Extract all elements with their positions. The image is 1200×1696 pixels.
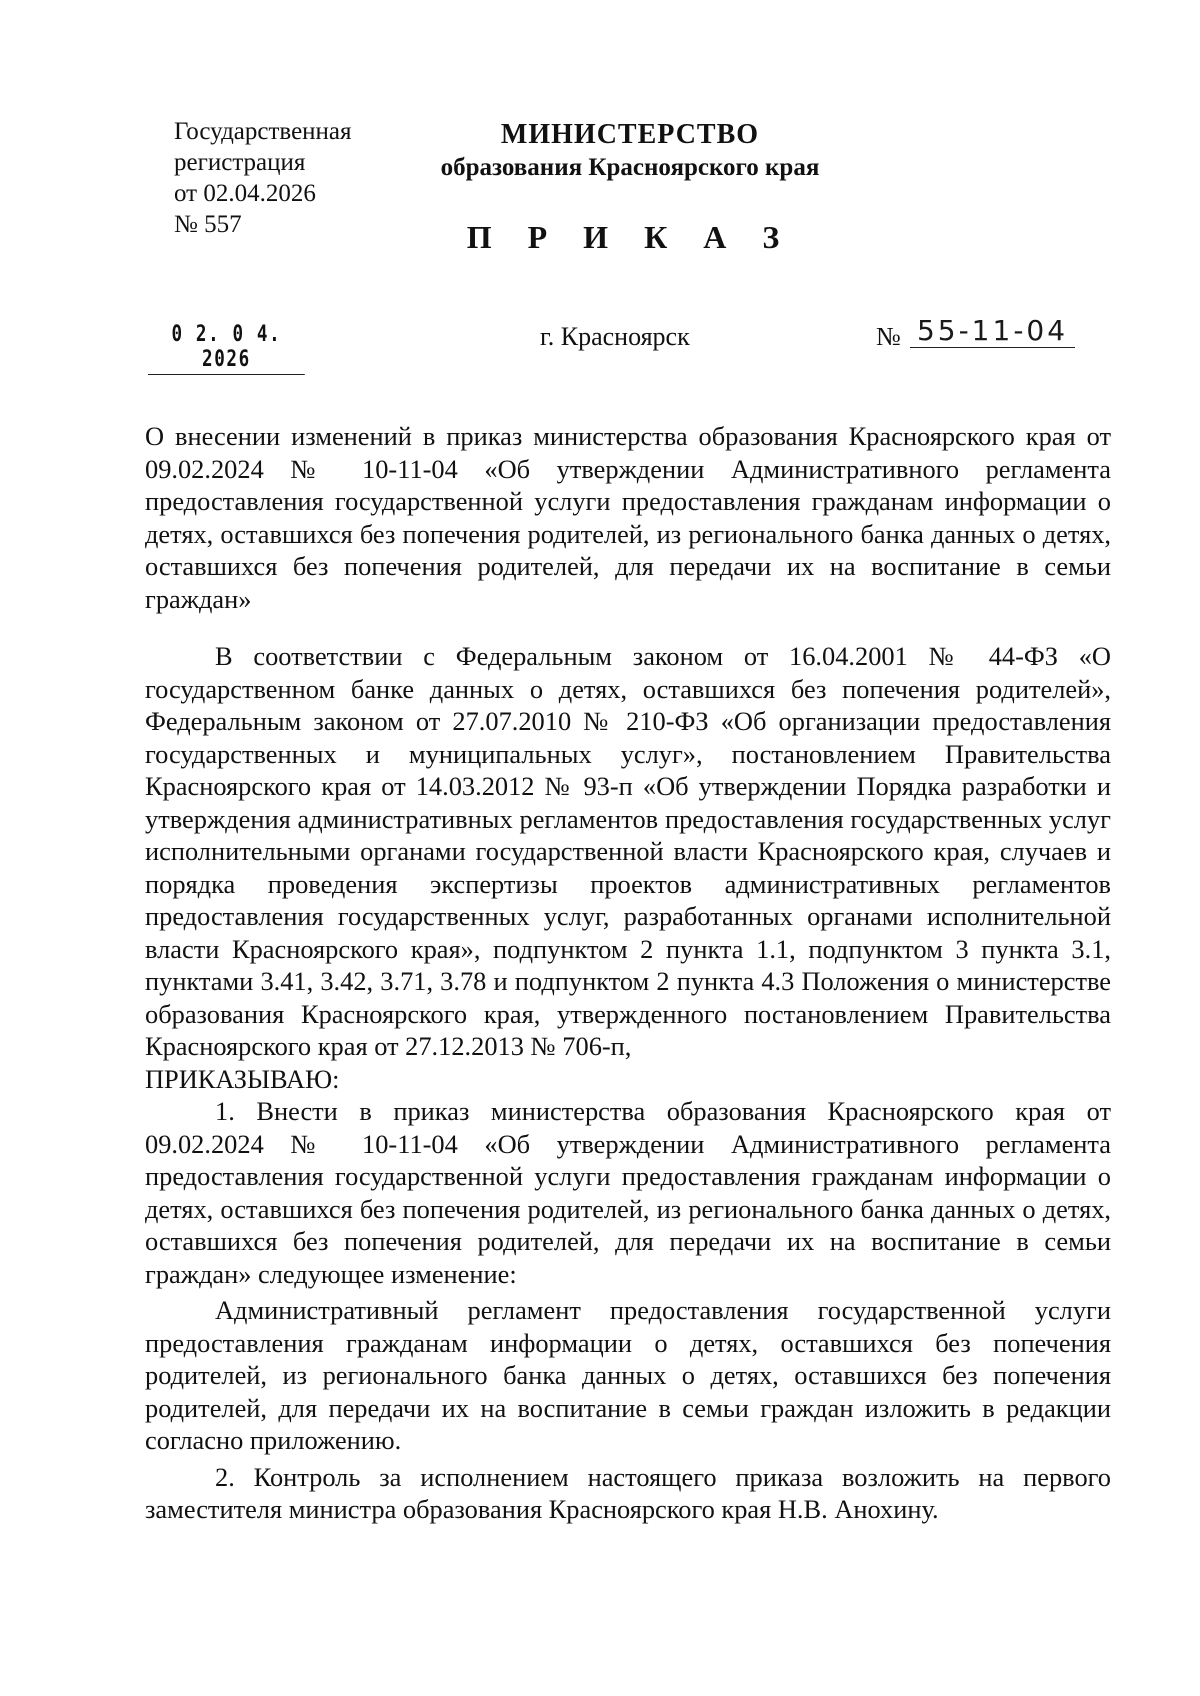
ministry-title: МИНИСТЕРСТВО: [500, 119, 760, 150]
ministry-header: [400, 118, 860, 184]
number-sign: №: [876, 322, 901, 351]
registration-date: от 02.04.2026: [174, 180, 316, 207]
item-2: 2. Контроль за исполнением настоящего приказа возложить на первого заместителя министра образования Красноярского края Н.В. Анохину.: [145, 1461, 1111, 1524]
order-heading-text: О внесении изменений в приказ министерства образования Красноярского края от 09.02.2024 № 10-11-04 «Об утверждении Административного регламента предоставления государственной услуги предоставления гражданам информации о детях, оставшихся без попечения родителей, из регионального банка данных о детях, оставшихся без попечения родителей, для передачи их на воспитание в семьи граждан»: [145, 421, 1111, 614]
preamble-paragraph: В соответствии с Федеральным законом от 16.04.2001 № 44-ФЗ «О государственном банке данных о детях, оставшихся без попечения родителей», Федеральным законом от 27.07.2010 № 210-ФЗ «Об организации предоставления государственных и муниципальных услуг», постановлением Правительства Красноярского края от 14.03.2012 № 93-п «Об утверждении Порядка разработки и утверждения административных регламентов предоставления государственных услуг исполнительными органами государственной власти Красноярского края, случаев и порядка проведения экспертизы проектов административных регламентов предоставления государственных услуг, разработанных органами исполнительной власти Красноярского края», подпунктом 2 пункта 1.1, подпунктом 3 пункта 3.1, пунктами 3.41, 3.42, 3.71, 3.78 и подпунктом 2 пункта 4.3 Положения о министерстве образования Красноярского края, утвержденного постановлением Правительства Красноярского края от 27.12.2013 № 706-п,: [145, 641, 1111, 1061]
document-type-title: П Р И К А З: [466, 219, 794, 255]
ministry-subtitle: образования Красноярского края: [440, 154, 820, 181]
order-date-stamp: 0 2. 0 4. 2026: [148, 322, 305, 375]
city-label: г. Красноярск: [540, 322, 690, 351]
order-word: ПРИКАЗЫВАЮ:: [145, 1063, 340, 1094]
order-body: [145, 640, 1111, 1526]
registration-line: регистрация: [174, 149, 306, 176]
order-number-handwritten: 55-11-04: [910, 314, 1075, 348]
order-heading: [145, 420, 1111, 615]
registration-line: Государственная: [174, 118, 352, 145]
item-1-detail: Административный регламент предоставления государственной услуги предоставления гражданам информации о детях, оставшихся без попечения родителей, из регионального банка данных о детях, оставшихся без попечения родителей, для передачи их на воспитание в семьи граждан изложить в редакции согласно приложению.: [145, 1295, 1111, 1455]
item-1: 1. Внести в приказ министерства образования Красноярского края от 09.02.2024 № 10-11-04 «Об утверждении Административного регламента предоставления государственной услуги предоставления гражданам информации о детях, оставшихся без попечения родителей, из регионального банка данных о детях, оставшихся без попечения родителей, для передачи их на воспитание в семьи граждан» следующее изменение:: [145, 1096, 1111, 1289]
registration-number: № 557: [174, 211, 242, 238]
registration-stamp: [174, 116, 352, 240]
